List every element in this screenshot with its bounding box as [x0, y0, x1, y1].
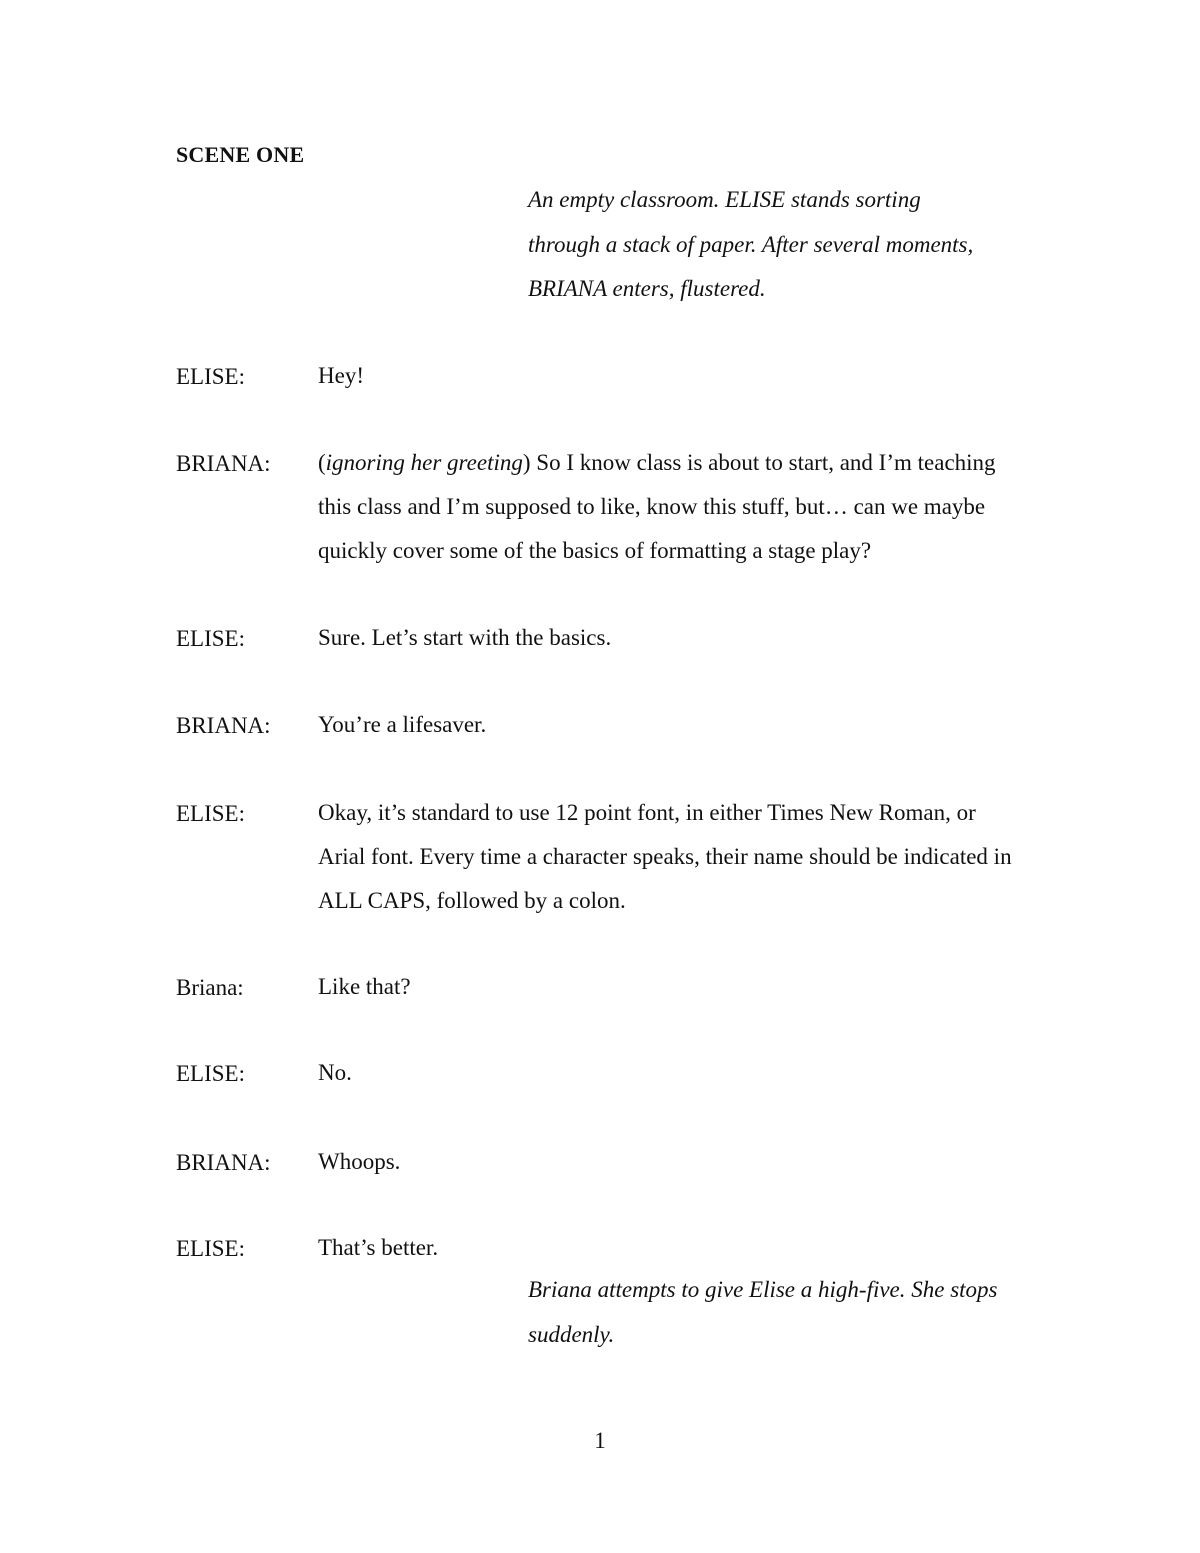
dialogue-line: Whoops.	[318, 1149, 401, 1174]
dialogue-line: Hey!	[318, 363, 364, 388]
character-name: ELISE:	[176, 1236, 245, 1261]
dialogue-line: Okay, it’s standard to use 12 point font, in either Times New Roman, or Arial font. Every time a character speaks, their name should be indicated in ALL CAPS, followed by a colon.	[318, 800, 1012, 913]
dialogue-text	[318, 703, 1018, 747]
character-name: BRIANA:	[176, 1150, 271, 1175]
character-name: ELISE:	[176, 364, 245, 389]
dialogue-text	[318, 616, 1018, 660]
stage-direction-closing: Briana attempts to give Elise a high-five. She stops suddenly.	[528, 1277, 998, 1347]
character-name: ELISE:	[176, 626, 245, 651]
dialogue-line: No.	[318, 1060, 352, 1085]
dialogue-line: So I know class is about to start, and I’m teaching this class and I’m supposed to like, know this stuff, but… can we maybe quickly cover some of the basics of formatting a stage play?	[318, 450, 996, 563]
dialogue-text	[318, 1051, 1018, 1095]
page-number: 1	[594, 1428, 606, 1453]
dialogue-line: Sure. Let’s start with the basics.	[318, 625, 612, 650]
character-name: Briana:	[176, 975, 244, 1000]
character-name: ELISE:	[176, 801, 245, 826]
dialogue-text	[318, 791, 1018, 923]
character-name: BRIANA:	[176, 713, 271, 738]
dialogue-text	[318, 354, 1018, 398]
dialogue-text	[318, 965, 1018, 1009]
dialogue-line: You’re a lifesaver.	[318, 712, 487, 737]
parenthetical: ignoring her greeting	[325, 450, 523, 475]
dialogue-text	[318, 1140, 1018, 1184]
dialogue-line: That’s better.	[318, 1235, 439, 1260]
scene-heading: SCENE ONE	[176, 142, 305, 167]
dialogue-text: (ignoring her greeting) So I know class is about to start, and I’m teaching this class and I’m supposed to like, know this stuff, but… can we maybe quickly cover some of the basics of formatting a stage play?	[318, 450, 996, 563]
dialogue-text	[318, 1226, 1018, 1270]
dialogue-line: Like that?	[318, 974, 411, 999]
character-name: ELISE:	[176, 1061, 245, 1086]
character-name: BRIANA:	[176, 451, 271, 476]
stage-direction-opening: An empty classroom. ELISE stands sorting through a stack of paper. After several moments, BRIANA enters, flustered.	[528, 187, 974, 301]
